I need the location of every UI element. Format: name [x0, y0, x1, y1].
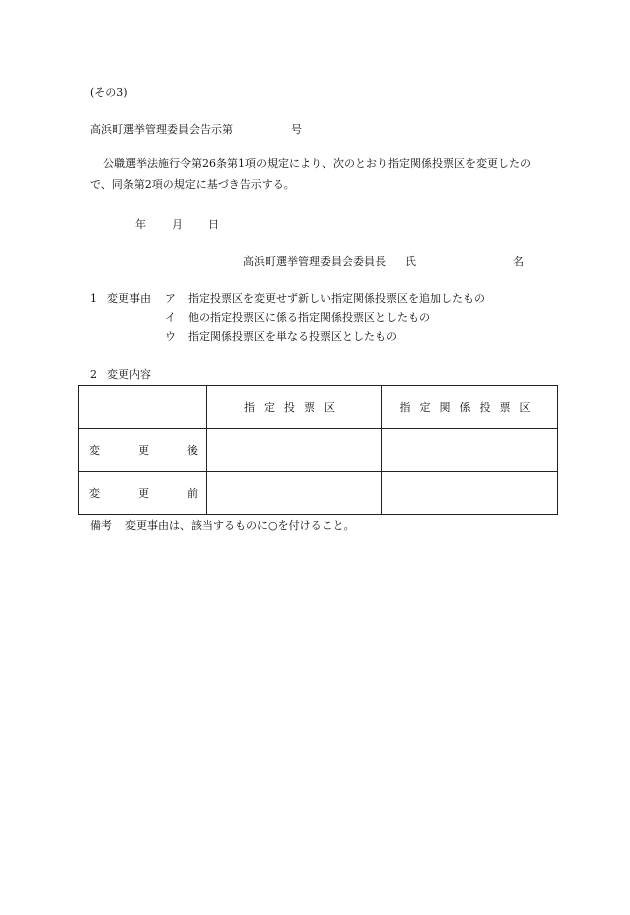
row-label-char: 変 — [89, 487, 100, 500]
table-row — [79, 472, 558, 515]
row-label-char: 更 — [138, 487, 149, 500]
reason-item-key: ウ — [165, 330, 176, 343]
date-month: 月 — [172, 218, 183, 231]
signer-title: 高浜町選挙管理委員会委員長 — [243, 255, 386, 268]
reason-item-text: 指定投票区を変更せず新しい指定関係投票区を追加したもの — [188, 292, 485, 305]
table-header-empty-cell — [79, 386, 207, 429]
reason-item-text: 他の指定投票区に係る指定関係投票区としたもの — [188, 311, 430, 324]
table-row — [79, 429, 558, 472]
change-content-table — [78, 385, 558, 515]
body-text-line-2: で、同条第2項の規定に基づき告示する。 — [90, 178, 295, 191]
row-label-char: 変 — [89, 444, 100, 457]
signer-shi: 氏 — [405, 255, 416, 268]
table-cell — [207, 472, 382, 515]
row-label-cell — [79, 429, 207, 472]
body-text-line-1: 公職選挙法施行令第26条第1項の規定により、次のとおり指定関係投票区を変更したの — [103, 157, 531, 170]
date-year: 年 — [135, 218, 146, 231]
header-note: (その3) — [90, 86, 128, 99]
row-label-char: 更 — [138, 444, 149, 457]
remarks-label: 備考 — [90, 519, 112, 532]
signer-mei: 名 — [513, 255, 524, 268]
header-designated-polling-district: 指定投票区 — [207, 386, 382, 429]
section1-label: 変更事由 — [107, 292, 151, 305]
table-header-row — [79, 386, 558, 429]
section1-number: 1 — [90, 292, 97, 305]
reason-item-key: ア — [165, 292, 176, 305]
section2-number: 2 — [90, 368, 97, 381]
remarks-text: 変更事由は、該当するものに○を付けること。 — [125, 519, 355, 532]
notice-title-suffix: 号 — [291, 123, 302, 136]
table-cell — [382, 472, 558, 515]
reason-item-key: イ — [165, 311, 176, 324]
section2-label: 変更内容 — [107, 368, 151, 381]
row-label-char: 前 — [187, 487, 198, 500]
reason-item-text: 指定関係投票区を単なる投票区としたもの — [188, 330, 397, 343]
row-label-cell — [79, 472, 207, 515]
header-designated-related-polling-district: 指定関係投票区 — [382, 386, 558, 429]
table-cell — [382, 429, 558, 472]
row-label-char: 後 — [187, 444, 198, 457]
table-cell — [207, 429, 382, 472]
date-day: 日 — [208, 218, 219, 231]
notice-title-prefix: 高浜町選挙管理委員会告示第 — [90, 123, 233, 136]
